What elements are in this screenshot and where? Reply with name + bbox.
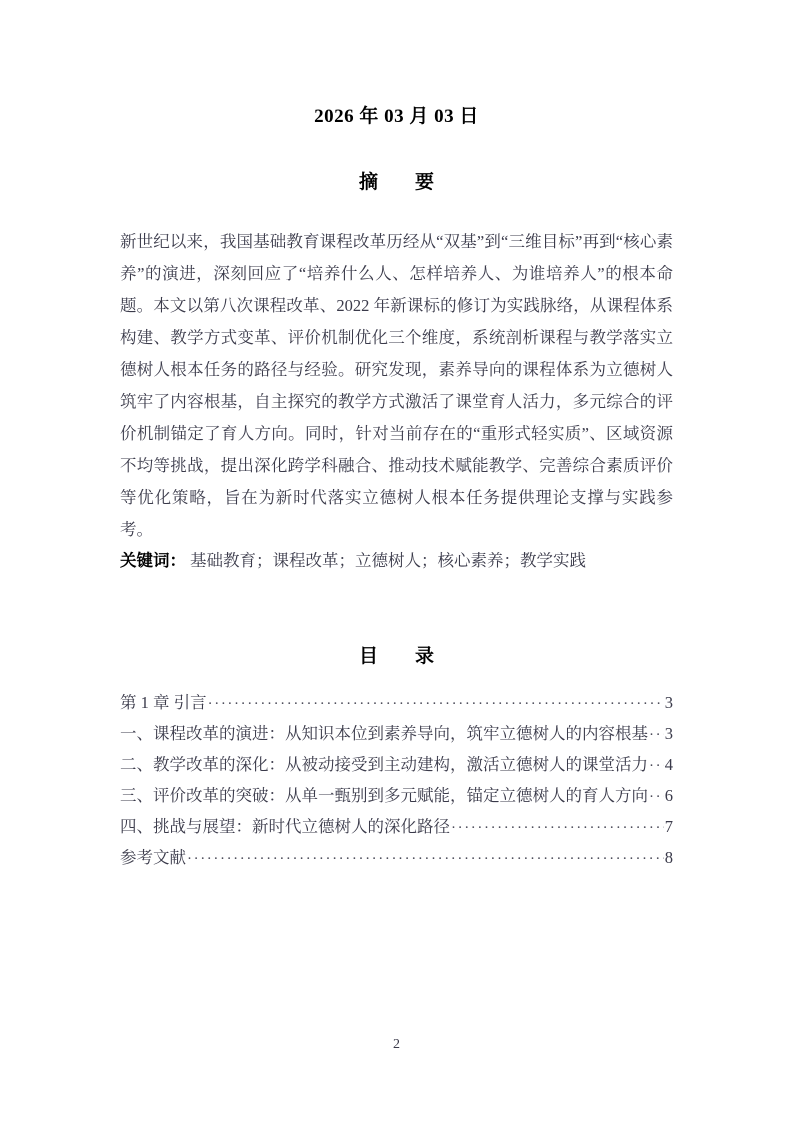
- toc-entry-page: 8: [664, 848, 673, 867]
- page-number: 2: [393, 1037, 400, 1052]
- toc-dot-leader: [649, 782, 664, 812]
- keywords-line: [120, 547, 673, 575]
- toc-entry-page: 3: [664, 693, 673, 712]
- toc-dot-leader: [451, 813, 664, 843]
- toc-entry-page: 3: [664, 724, 673, 743]
- toc-entry-page: 7: [664, 817, 673, 836]
- toc-entry-title: 二、教学改革的深化：从被动接受到主动建构，激活立德树人的课堂活力: [120, 755, 648, 774]
- table-of-contents: [120, 688, 673, 874]
- toc-entry-title: 三、评价改革的突破：从单一甄别到多元赋能，锚定立德树人的育人方向: [120, 786, 648, 805]
- toc-dot-leader: [649, 720, 664, 750]
- toc-entry-title: 四、挑战与展望：新时代立德树人的深化路径: [120, 817, 450, 836]
- toc-entry-title: 第 1 章 引言: [120, 693, 207, 712]
- toc-entry[interactable]: [120, 688, 673, 719]
- toc-entry-page: 4: [664, 755, 673, 774]
- toc-entry[interactable]: [120, 843, 673, 874]
- keywords-label: 关键词：: [120, 551, 186, 570]
- toc-dot-leader: [208, 689, 664, 719]
- keywords-values: 基础教育；课程改革；立德树人；核心素养；教学实践: [190, 551, 586, 570]
- toc-entry[interactable]: [120, 719, 673, 750]
- toc-heading: 目 录: [358, 646, 443, 667]
- abstract-heading: 摘 要: [358, 172, 443, 193]
- toc-entry[interactable]: [120, 812, 673, 843]
- abstract-body: 新世纪以来，我国基础教育课程改革历经从“双基”到“三维目标”再到“核心素养”的演进，深刻回应了“培养什么人、怎样培养人、为谁培养人”的根本命题。本文以第八次课程改革、2022 年新课标的修订为实践脉络，从课程体系构建、教学方式变革、评价机制优化三个维度，系统剖析课程与教学落实立德树人根本任务的路径与经验。研究发现，素养导向的课程体系为立德树人筑牢了内容根基，自主探究的教学方式激活了课堂育人活力，多元综合的评价机制锚定了育人方向。同时，针对当前存在的“重形式轻实质”、区域资源不均等挑战，提出深化跨学科融合、推动技术赋能教学、完善综合素质评价等优化策略，旨在为新时代落实立德树人根本任务提供理论支撑与实践参考。: [120, 232, 673, 539]
- toc-entry[interactable]: [120, 750, 673, 781]
- toc-entry-page: 6: [664, 786, 673, 805]
- toc-entry[interactable]: [120, 781, 673, 812]
- date-line: 2026 年 03 月 03 日: [314, 106, 479, 127]
- toc-dot-leader: [649, 751, 664, 781]
- toc-dot-leader: [187, 844, 664, 874]
- toc-entry-title: 一、课程改革的演进：从知识本位到素养导向，筑牢立德树人的内容根基: [120, 724, 648, 743]
- toc-entry-title: 参考文献: [120, 848, 186, 867]
